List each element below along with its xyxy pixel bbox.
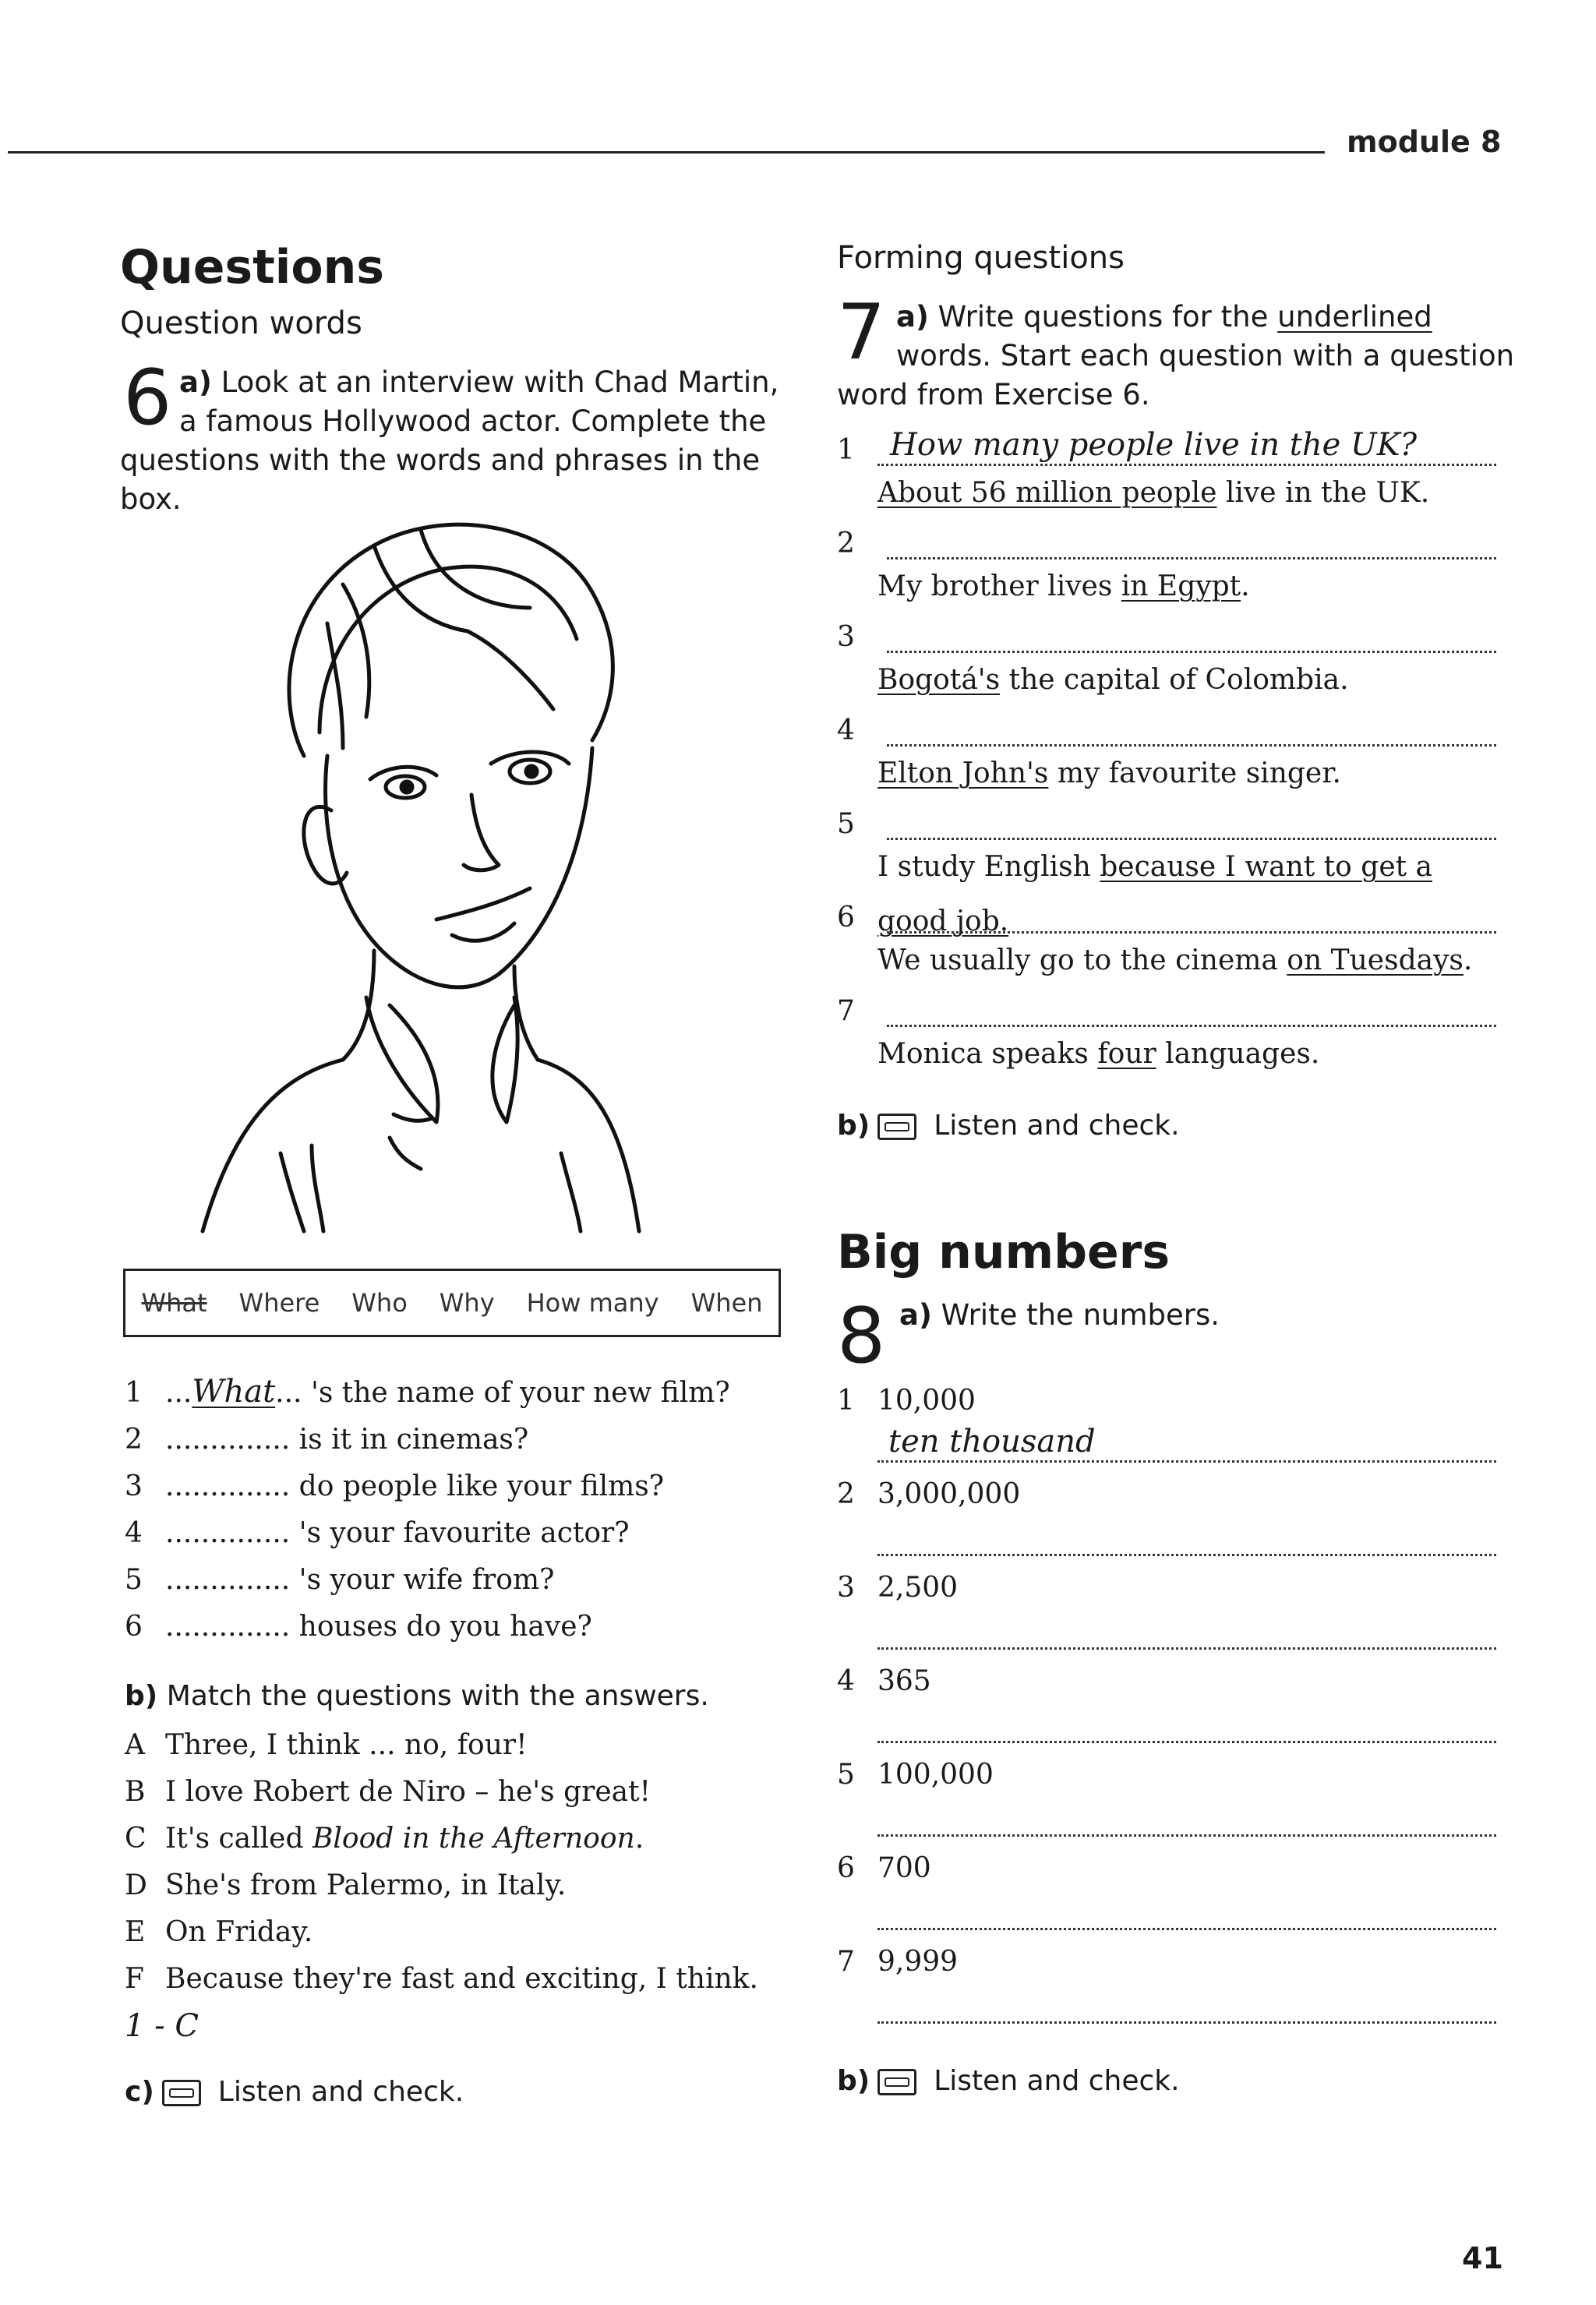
question-line [837,793,1496,840]
question-line [837,606,1496,653]
number-item [837,1753,1496,1847]
instruction-text: Match the questions with the answers. [166,1680,709,1712]
cassette-icon [877,2069,916,2095]
cassette-icon [877,1114,916,1140]
blank-answer-line[interactable] [887,619,1496,653]
item-number: 6 [837,902,855,934]
big-numbers-title: Big numbers [837,1225,1171,1280]
answer-text: We usually go to the cinema [877,944,1287,976]
answer-letter: C [125,1823,147,1855]
exercise-number: 7 [837,288,886,377]
exercise-number: 6 [123,354,172,443]
answer-row [125,1816,795,1862]
question-row [125,1604,795,1650]
item-number: 5 [837,808,855,840]
number-item [837,1473,1496,1566]
number-value: 9,999 [877,1946,959,1978]
number-value: 365 [877,1665,931,1697]
question-number: 3 [125,1470,143,1502]
answer-text: Because they're fast and exciting, I think. [165,1963,758,1995]
answer-line [837,1027,1496,1074]
blank-answer-line[interactable] [887,994,1496,1027]
item-number: 1 [837,434,855,466]
answer-text: . [1241,570,1250,602]
question-dots: .............. [165,1564,291,1596]
answer-letter: D [125,1869,147,1901]
actor-portrait-illustration [187,499,701,1239]
blank-answer-line[interactable] [877,1703,1496,1743]
answer-row [125,1722,795,1769]
item-number: 7 [837,995,855,1027]
handwritten-answer: ten thousand [877,1423,1496,1463]
question-row [125,1368,795,1417]
word-box-item: How many [526,1288,659,1318]
number-item [837,1847,1496,1940]
number-value: 100,000 [877,1759,994,1791]
exercise-7b-instructions [837,1110,1180,1142]
question-item [837,793,1496,937]
item-number: 5 [837,1759,855,1791]
instruction-text: Listen and check. [217,2076,464,2108]
part-label: b) [125,1680,158,1712]
instruction-line: Write questions for the [937,300,1278,334]
underlined-word: underlined [1277,300,1432,334]
exercise-6b-answers [125,1722,795,2049]
answer-line [837,559,1496,606]
exercise-8a-instructions [899,1298,1220,1332]
part-label: b) [837,1110,870,1142]
instruction-line: word from Exercise 6. [837,378,1150,411]
number-value: 10,000 [877,1385,976,1417]
item-number: 3 [837,1572,855,1604]
answer-letter: B [125,1776,146,1808]
part-label: c) [125,2076,154,2108]
forming-questions-title: Forming questions [837,240,1125,276]
question-line [837,980,1496,1027]
answer-row [125,1956,795,2003]
exercise-8b-instructions [837,2065,1180,2097]
exercise-7-items [837,419,1496,1074]
question-item [837,606,1496,700]
question-text: is it in cinemas? [298,1424,529,1456]
blank-answer-line[interactable] [887,713,1496,747]
answer-row [125,1769,795,1816]
answer-text: On Friday. [165,1916,313,1948]
number-item [837,1379,1496,1473]
exercise-6a-instructions [120,363,806,519]
question-row [125,1510,795,1557]
question-dots: ... [165,1377,192,1409]
question-dots: .............. [165,1424,291,1456]
question-item [837,513,1496,606]
answer-text: my favourite singer. [1048,757,1341,789]
underlined-part: in Egypt [1121,570,1241,602]
answer-line [837,840,1496,937]
answer-text: Monica speaks [877,1038,1098,1070]
part-label: a) [899,1298,932,1332]
question-dots: ... [275,1377,302,1409]
answer-text: the capital of Colombia. [1000,664,1349,696]
word-box-item: What [141,1288,207,1318]
question-number: 2 [125,1424,143,1456]
page-number: 41 [1462,2241,1503,2275]
answer-text: It's called [165,1823,312,1855]
question-item [837,887,1496,980]
answer-text: . [1463,944,1473,976]
number-item [837,1660,1496,1753]
exercise-8-items [837,1379,1496,2034]
instruction-line: questions with the words and phrases in the box. [120,443,761,516]
word-box [123,1269,781,1337]
question-item [837,980,1496,1074]
answer-text: live in the UK. [1216,477,1430,509]
item-number: 2 [837,528,855,559]
item-number: 6 [837,1852,855,1884]
item-number: 4 [837,1665,855,1697]
film-title: Blood in the Afternoon [312,1823,635,1855]
exercise-number: 8 [837,1292,886,1381]
answer-line [837,934,1496,980]
question-text: houses do you have? [298,1611,592,1643]
question-line [837,419,1496,466]
underlined-part: Bogotá's [877,664,1001,696]
item-number: 2 [837,1478,855,1510]
number-value: 2,500 [877,1572,959,1604]
question-text: do people like your films? [298,1470,665,1502]
word-box-item: Who [351,1288,408,1318]
answer-line [837,653,1496,700]
answer-letter: E [125,1916,146,1948]
number-value: 700 [877,1852,931,1884]
instruction-line: words. Start each question with a question [896,339,1515,372]
underlined-part: four [1097,1038,1156,1070]
section-subtitle: Question words [120,305,362,341]
answer-row [125,1909,795,1956]
part-label: a) [896,300,929,334]
answer-text: My brother lives [877,570,1121,602]
blank-answer-line[interactable] [887,900,1496,934]
number-value: 3,000,000 [877,1478,1021,1510]
instruction-text: Listen and check. [934,1110,1180,1142]
question-line [837,513,1496,559]
question-text: 's your favourite actor? [298,1517,630,1549]
blank-answer-line[interactable] [877,1890,1496,1930]
answer-text: Three, I think ... no, four! [165,1729,528,1761]
question-number: 4 [125,1517,143,1549]
blank-answer-line[interactable] [877,1984,1496,2024]
part-label: b) [837,2065,870,2097]
cassette-icon [162,2080,201,2106]
section-title: Questions [120,240,385,295]
answer-line [837,466,1496,513]
question-number: 1 [125,1377,143,1409]
question-text: 's the name of your new film? [310,1377,730,1409]
instruction-line: Look at an interview with Chad Martin, [221,365,779,399]
question-number: 6 [125,1611,143,1643]
question-item [837,700,1496,793]
question-row [125,1557,795,1604]
answer-text: I love Robert de Niro – he's great! [165,1776,651,1808]
item-number: 3 [837,621,855,653]
answer-row [125,1862,795,1909]
instruction-text: Listen and check. [934,2065,1180,2097]
part-label: a) [179,365,212,399]
header-rule [8,151,1325,154]
answer-line [837,747,1496,793]
underlined-part: on Tuesdays [1287,944,1464,976]
instruction-line: a famous Hollywood actor. Complete the [179,404,767,438]
word-box-item: When [690,1288,763,1318]
blank-answer-line[interactable] [877,1610,1496,1650]
exercise-7a-instructions [837,298,1523,415]
answer-text: I study English [877,851,1100,883]
word-box-item: Why [439,1288,495,1318]
answer-letter: F [125,1963,144,1995]
exercise-6b-instructions [125,1680,709,1712]
number-item [837,1566,1496,1660]
answer-text: She's from Palermo, in Italy. [165,1869,567,1901]
underlined-part: About 56 million people [877,477,1217,509]
question-line [837,887,1496,934]
number-item [837,1940,1496,2034]
question-row [125,1417,795,1463]
underlined-part: Elton John's [877,757,1049,789]
answer-text: languages. [1156,1038,1320,1070]
question-number: 5 [125,1564,143,1596]
item-number: 4 [837,715,855,747]
question-row [125,1463,795,1510]
blank-answer-line[interactable] [877,1797,1496,1837]
example-match: 1 - C [125,2008,199,2044]
question-dots: .............. [165,1611,291,1643]
handwritten-answer: What [192,1374,276,1410]
item-number: 1 [837,1385,855,1417]
blank-answer-line[interactable] [877,1516,1496,1556]
blank-answer-line[interactable] [887,526,1496,559]
question-dots: .............. [165,1517,291,1549]
question-text: 's your wife from? [298,1564,555,1596]
blank-answer-line[interactable] [887,807,1496,840]
module-label: module 8 [1347,125,1502,159]
question-line [837,700,1496,747]
underlined-part: because I want to get a good job. [877,851,1432,937]
exercise-6c-instructions [125,2076,464,2108]
handwritten-question: How many people live in the UK? [877,426,1496,466]
word-box-item: Where [238,1288,320,1318]
answer-text: . [634,1823,644,1855]
exercise-6-questions [125,1368,795,1650]
instruction-text: Write the numbers. [941,1298,1220,1332]
item-number: 7 [837,1946,855,1978]
question-item [837,419,1496,513]
answer-letter: A [125,1729,145,1761]
question-dots: .............. [165,1470,291,1502]
